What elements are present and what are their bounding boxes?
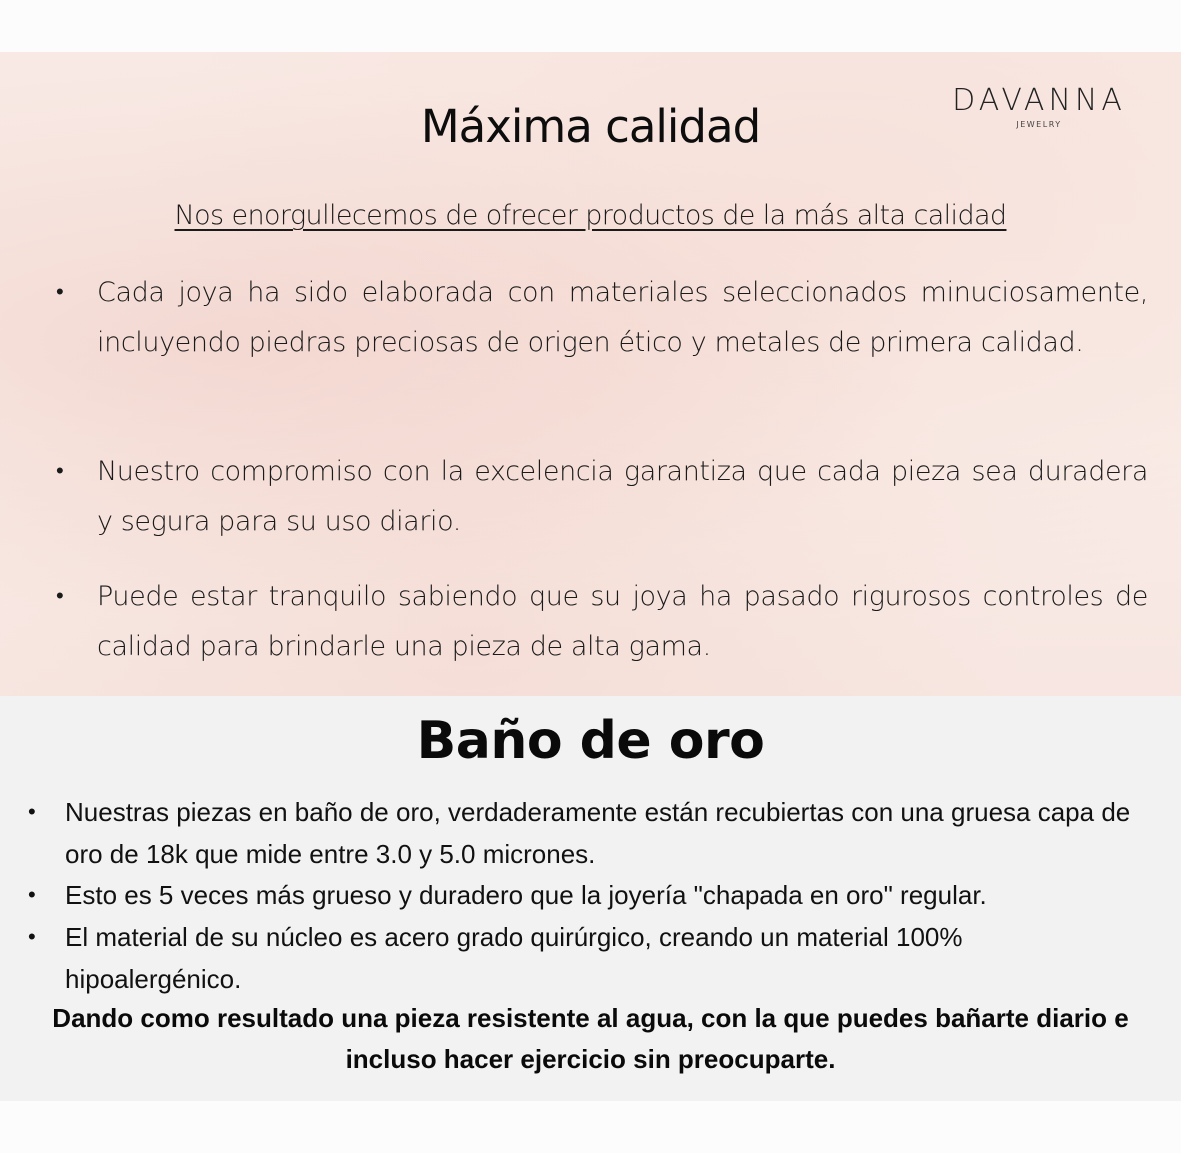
- quality-subtitle: Nos enorgullecemos de ofrecer productos de la más alta calidad: [174, 200, 1007, 231]
- brand-name: DAVANNA: [952, 83, 1126, 118]
- gold-title: Baño de oro: [416, 711, 765, 771]
- bullet-dot-icon: •: [28, 799, 36, 824]
- bullet-dot-icon: •: [28, 882, 36, 907]
- gold-bullet-text: Nuestras piezas en baño de oro, verdaderamente están recubiertas con una gruesa capa de oro de 18k que mide entre 3.0 y 5.0 micrones.: [65, 797, 1131, 869]
- gold-bullet-text: Esto es 5 veces más grueso y duradero que la joyería "chapada en oro" regular.: [65, 880, 987, 910]
- quality-bullet-text: Puede estar tranquilo sabiendo que su joya ha pasado rigurosos controles de calidad para brindarle una pieza de alta gama.: [97, 581, 1148, 662]
- gold-bullet-2: [28, 874, 1135, 916]
- quality-section: [0, 52, 1181, 696]
- bullet-dot-icon: •: [56, 280, 64, 305]
- quality-bullet-1: [56, 268, 1148, 368]
- brand-tagline: JEWELRY: [1016, 120, 1062, 129]
- gold-bullet-1: [28, 791, 1135, 875]
- bullet-dot-icon: •: [56, 584, 64, 609]
- gold-plating-section: [0, 696, 1181, 1101]
- gold-bullet-3: [28, 916, 1135, 1000]
- quality-bullet-text: Nuestro compromiso con la excelencia garantiza que cada pieza sea duradera y segura para su uso diario.: [97, 456, 1148, 537]
- quality-bullet-2: [56, 447, 1148, 547]
- bullet-dot-icon: •: [56, 459, 64, 484]
- bullet-dot-icon: •: [28, 924, 36, 949]
- quality-title: Máxima calidad: [420, 100, 761, 153]
- quality-bullet-3: [56, 572, 1148, 672]
- quality-bullet-text: Cada joya ha sido elaborada con materiales seleccionados minuciosamente, incluyendo piedras preciosas de origen ético y metales de primera calidad.: [97, 277, 1148, 358]
- gold-bullet-text: El material de su núcleo es acero grado quirúrgico, creando un material 100% hipoalergénico.: [65, 922, 963, 994]
- gold-closing-statement: Dando como resultado una pieza resistente al agua, con la que puedes bañarte diario e incluso hacer ejercicio sin preocuparte.: [52, 1003, 1129, 1074]
